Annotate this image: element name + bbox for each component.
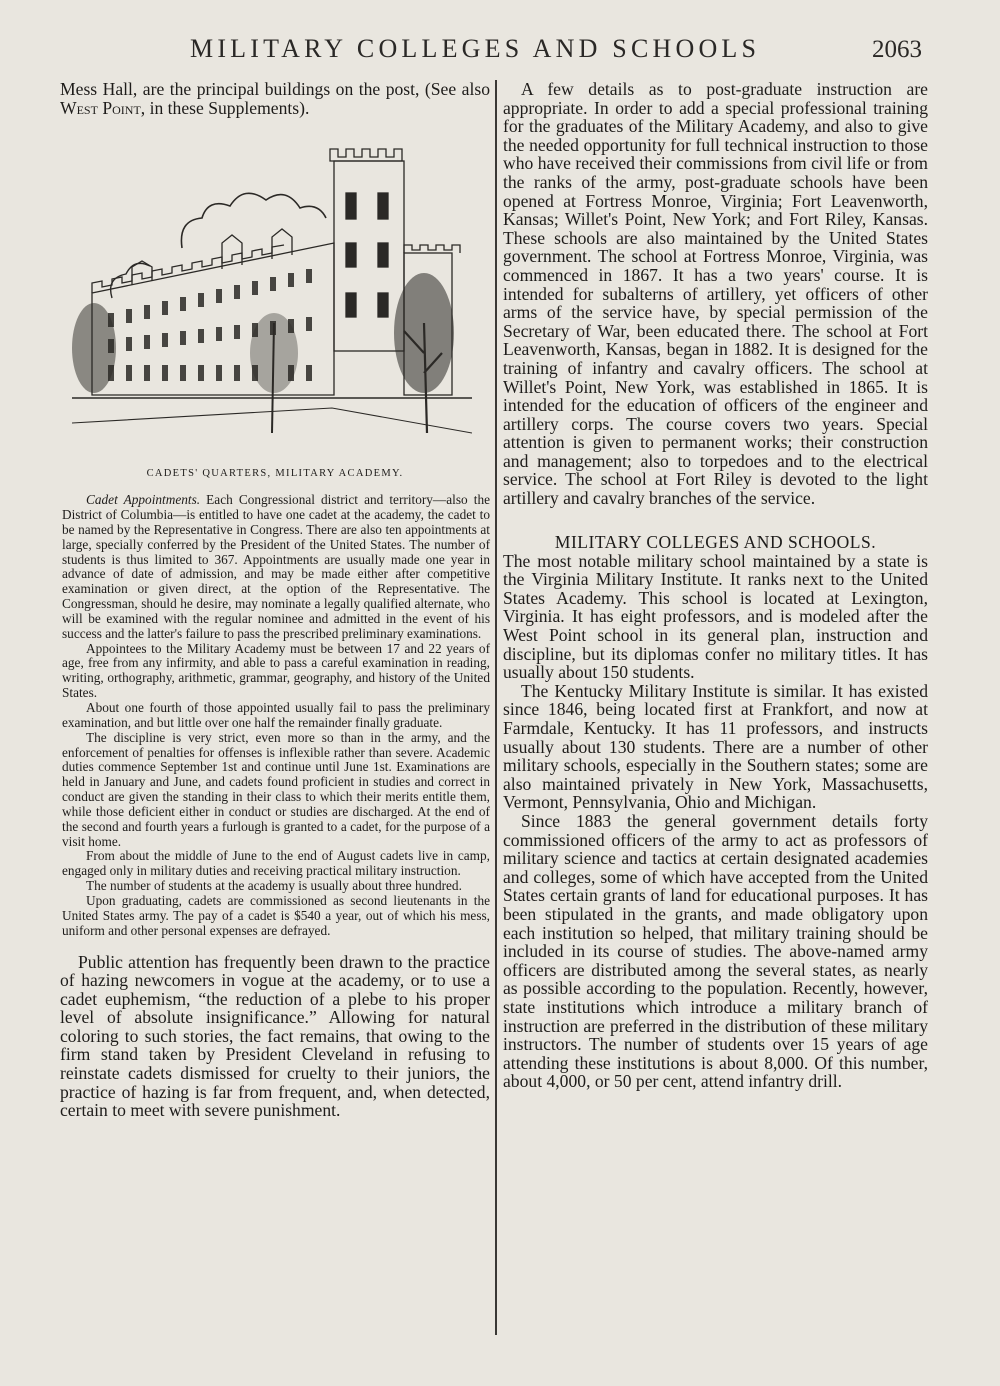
- cadet-p5: From about the middle of June to the end of August cadets live in camp, engaged only in military duties and receiving practical military instruction.: [62, 848, 490, 879]
- right-column: [503, 80, 928, 1091]
- left-column: [60, 80, 490, 1120]
- cadet-p7: Upon graduating, cadets are commissioned as second lieutenants in the United States army. The pay of a cadet is $540 a year, out of which his mess, uniform and other personal expenses are defrayed.: [62, 892, 490, 938]
- cadet-p6: The number of students at the academy is usually about three hundred.: [86, 878, 462, 894]
- cadet-p3: About one fourth of those appointed usually fail to pass the preliminary examination, and but little over one half the remainder finally graduate.: [62, 700, 490, 730]
- west-point-ref: West Point: [60, 97, 141, 118]
- figure-caption: CADETS' QUARTERS, MILITARY ACADEMY.: [146, 468, 404, 480]
- vmi-paragraph: The most notable military school maintained by a state is the Virginia Military Institute. It ranks next to the United States Academy. This school is located at Lexington, Virginia. It has eight professors, and is modeled after the West Point school in its general plan, instruction and discipline, but its diplomas confer no military titles. It has usually about 150 students.: [503, 550, 928, 683]
- hazing-paragraph: Public attention has frequently been drawn to the practice of hazing newcomers in vogue at the academy, or to use a cadet euphemism, “the reduction of a plebe to his proper level of absolute insignificance.” Allowing for natural coloring to such stories, the fact remains, that owing to the firm stand taken by President Cleveland in refusing to reinstate cadets dismissed for cruelty to their juniors, the practice of hazing is far from frequent, and, when detected, certain to meet with severe punishment.: [60, 951, 490, 1121]
- running-head: MILITARY COLLEGES AND SCHOOLS: [190, 34, 761, 63]
- postgraduate-section: [503, 80, 928, 508]
- intro-text-b: , in these Supplements).: [140, 97, 310, 118]
- intro-text-a: Mess Hall, are the principal buildings on the post, (See also: [60, 79, 490, 99]
- cadet-p2: Appointees to the Military Academy must be between 17 and 22 years of age, free from any infirmity, and able to pass a careful examination in reading, writing, orthography, arithmetic, grammar, geography, and history of the United States.: [62, 640, 490, 701]
- cadets-quarters-illustration: [72, 133, 472, 463]
- page-number: 2063: [872, 36, 922, 63]
- since-1883-paragraph: Since 1883 the general government details forty commissioned officers of the army to act as professors of military science and tactics at certain designated academies and colleges, some of which have accepted from the United States certain grants of land for educational purposes. It has been stipulated in the grants, and made obligatory upon each institution so helped, that military training should be included in its course of studies. The above-named army officers are distributed among the several states, as nearly as possible according to the population. Recently, however, state institutions which introduce a military branch of instruction are preferred in the distribution of these military instructors. The number of students over 15 years of age attending these institutions is about 8,000. Of this number, about 4,000, or 50 per cent, attend infantry drill.: [503, 810, 928, 1092]
- hazing-section: [60, 953, 490, 1120]
- postgraduate-paragraph: A few details as to post-graduate instruction are appropriate. In order to add a special professional training for the graduates of the Military Academy, and also to give the needed opportunity for full technical instruction to those who have received their commissions from civil life or from the ranks of the army, post-graduate schools have been opened at Fortress Monroe, Virginia; Fort Leavenworth, Kansas; Willet's Point, New York; and Fort Riley, Kansas. These schools are also maintained by the United States government. The school at Fortress Monroe, Virginia, was commenced in 1867. It has a two years' course. It is intended for subalterns of artillery, yet officers of other arms of the service have, by special permission of the Secretary of War, been educated there. The school at Fort Leavenworth, Kansas, began in 1882. It is designed for the training of infantry and cavalry officers. The school at Willet's Point, New York, was established in 1865. It is intended for the education of officers of the engineer and artillery corps. The course covers two years. Special attention is given to permanent works; their construction and management; also to torpedoes and to the electrical service. The school at Fort Riley is devoted to the light artillery and cavalry branches of the service.: [503, 79, 928, 509]
- intro-paragraph: [60, 80, 490, 117]
- colleges-section: [503, 552, 928, 1091]
- cadet-p1: Each Congressional district and territory—also the District of Columbia—is entitled to have one cadet at the academy, the cadet to be named by the Representative in Congress. There are also ten appointments at large, specially conferred by the President of the United States. The number of students is thus limited to 367. Appointments are usually made one year in advance of date of admission, and may be made either after competitive examination or given direct, at the option of the Representative. The Congressman, should he desire, may nominate a legally qualified alternate, who will be examined with the regular nominee and admitted in the event of his success and the latter's failure to pass the prescribed preliminary examinations.: [62, 492, 490, 641]
- column-divider: [495, 80, 497, 1335]
- cadet-appointments-section: [60, 493, 490, 938]
- cadet-appointments-heading: Cadet Appointments.: [86, 492, 201, 508]
- cadets-quarters-figure: [60, 133, 490, 493]
- section-heading: MILITARY COLLEGES AND SCHOOLS.: [554, 531, 877, 552]
- kentucky-paragraph: The Kentucky Military Institute is similar. It has existed since 1846, being located first at Frankfort, and now at Farmdale, Kentucky. It has 11 professors, and instructs usually about 130 students. There are a number of other military schools, especially in the Southern states; some are also maintained privately in New York, Massachusetts, Vermont, Pennsylvania, Ohio and Michigan.: [503, 680, 928, 813]
- cadet-p4: The discipline is very strict, even more so than in the army, and the enforcement of penalties for offenses is inflexible rather than severe. Academic duties commence September 1st and continue until June 1st. Examinations are held in January and June, and cadets found proficient in studies and correct in conduct are given the standing in their class to which their merits entitle them, while those deficient either in conduct or studies are discharged. At the end of the second and fourth years a furlough is granted to a cadet, for the purpose of a visit home.: [62, 729, 490, 849]
